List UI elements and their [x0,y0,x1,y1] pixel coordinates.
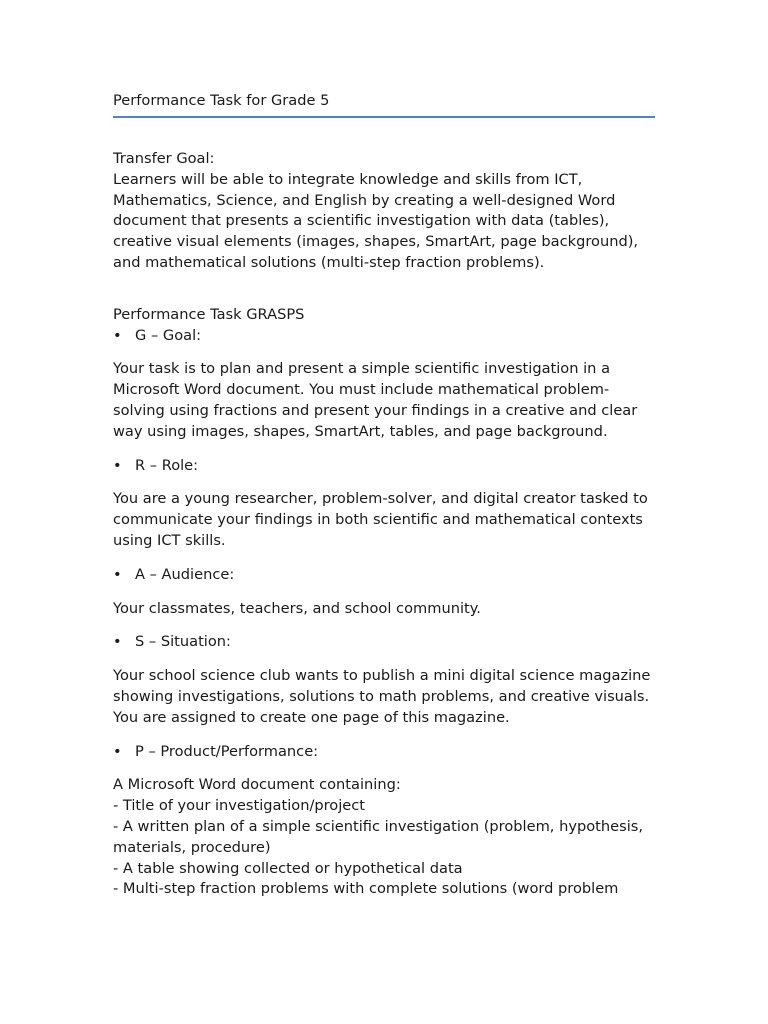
audience-text: Your classmates, teachers, and school community. [113,599,481,617]
product-item: - A table showing collected or hypothetical data [113,859,463,877]
goal-label: G – Goal: [135,326,202,344]
product-intro: A Microsoft Word document containing: [113,776,401,794]
audience-label: A – Audience: [135,565,235,583]
bullet-situation [113,632,655,653]
bullet-audience [113,565,655,586]
document-page [113,90,655,900]
bullet-dot: • [113,633,122,651]
transfer-goal-label: Transfer Goal: [113,150,215,167]
bullet-dot: • [113,565,122,583]
product-details [113,775,655,900]
situation-label: S – Situation: [135,633,231,651]
goal-text: Your task is to plan and present a simple scientific investigation in a Microsoft Word document. You must include mathematical problem-solving using fractions and present your findings in a creative and clear way using images, shapes, SmartArt, tables, and page background. [113,360,638,440]
role-label: R – Role: [135,456,199,474]
title-underline [113,116,655,118]
bullet-product [113,742,655,763]
transfer-goal-section [113,149,655,274]
situation-text: Your school science club wants to publish a mini digital science magazine showing investigations, solutions to math problems, and creative visuals. You are assigned to create one page of this magazine. [113,667,651,726]
role-text: You are a young researcher, problem-solver, and digital creator tasked to communicate your findings in both scientific and mathematical contexts using ICT skills. [113,490,648,549]
bullet-goal [113,326,655,347]
bullet-role [113,456,655,477]
product-item: - A written plan of a simple scientific investigation (problem, hypothesis, materials, procedure) [113,817,643,856]
product-item: - Multi-step fraction problems with complete solutions (word problem [113,880,619,898]
grasps-heading: Performance Task GRASPS [113,305,305,323]
bullet-dot: • [113,456,122,474]
product-item: - Title of your investigation/project [113,797,366,815]
bullet-dot: • [113,742,122,760]
bullet-dot: • [113,326,122,344]
transfer-goal-text: Learners will be able to integrate knowledge and skills from ICT, Mathematics, Science, and English by creating a well-designed Word document that presents a scientific investigation with data (tables), creative visual elements (images, shapes, SmartArt, page background), and mathematical solutions (multi-step fraction problems). [113,170,639,271]
product-label: P – Product/Performance: [135,742,319,760]
document-title: Performance Task for Grade 5 [113,92,330,109]
grasps-section [113,305,655,900]
